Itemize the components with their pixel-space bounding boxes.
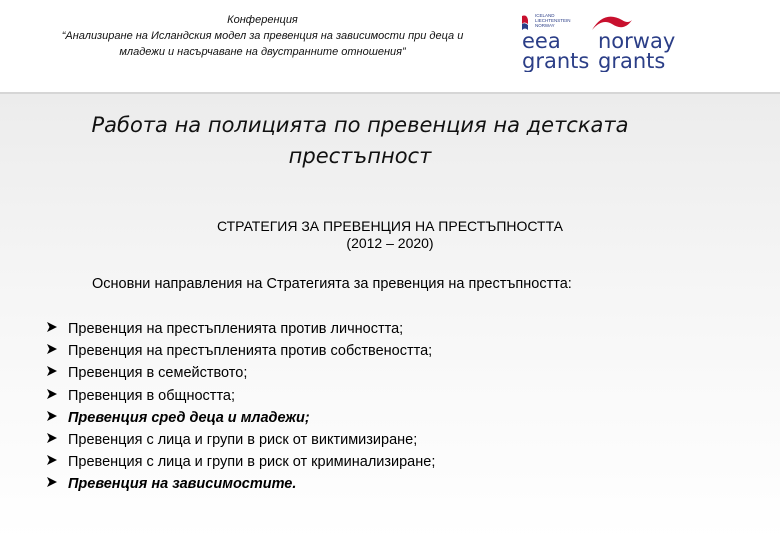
list-item-text: Превенция с лица и групи в риск от криминализиране; [68,454,436,471]
eea-country-2: LIECHTENSTEIN [535,18,571,23]
list-item [46,318,435,340]
conference-info [0,12,525,60]
eea-word: eea [522,29,561,53]
list-item-text: Превенция в общността; [68,387,236,404]
header-divider [0,92,780,94]
intro-text: Основни направления на Стратегията за превенция на престъпността: [92,276,572,292]
conference-subtitle-line2: младежи и насърчаване на двустранните отношения” [119,46,406,58]
eea-country-3: NORWAY [535,23,555,28]
arrow-bullet-icon [46,362,68,384]
list-item [46,451,435,473]
arrow-bullet-icon [46,451,68,473]
slide-title-line1: Работа на полицията по превенция на детската [91,113,629,137]
grants-logos [520,12,720,72]
arrow-bullet-icon [46,429,68,451]
eea-flag-icon [522,16,528,31]
strategy-name: СТРАТЕГИЯ ЗА ПРЕВЕНЦИЯ НА ПРЕСТЪПНОСТТА [216,218,564,234]
list-item-text: Превенция с лица и групи в риск от виктимизиране; [68,432,418,449]
norway-swoosh-icon [592,17,632,30]
list-item-emphasized [46,407,435,429]
list-item [46,429,435,451]
norway-word: norway [598,29,676,53]
slide-title [40,110,680,172]
list-item-emphasized [46,473,435,495]
conference-title: Конференция [227,14,298,26]
strategy-period: (2012 – 2020) [346,235,434,251]
arrow-bullet-icon [46,407,68,429]
list-item-text: Превенция на зависимостите. [68,476,297,493]
strategy-heading [160,218,620,252]
arrow-bullet-icon [46,318,68,340]
header-bar [0,0,780,92]
arrow-bullet-icon [46,340,68,362]
list-item-text: Превенция на престъпленията против личността; [68,321,404,337]
list-item [46,385,435,407]
list-item-text: Превенция в семейството; [68,365,248,382]
list-item-text: Превенция на престъпленията против собствеността; [68,343,433,360]
arrow-bullet-icon [46,473,68,495]
directions-list [46,318,435,496]
list-item [46,340,435,362]
slide-title-line2: престъпност [288,144,432,168]
arrow-bullet-icon [46,385,68,407]
eea-country-1: ICELAND [535,13,555,18]
list-item-text: Превенция сред деца и младежи; [68,409,310,426]
eea-grants-word: grants [522,49,590,72]
list-item [46,362,435,384]
norway-grants-word: grants [598,49,666,72]
conference-subtitle-line1: “Анализиране на Исландския модел за превенция на зависимости при деца и [61,30,464,42]
